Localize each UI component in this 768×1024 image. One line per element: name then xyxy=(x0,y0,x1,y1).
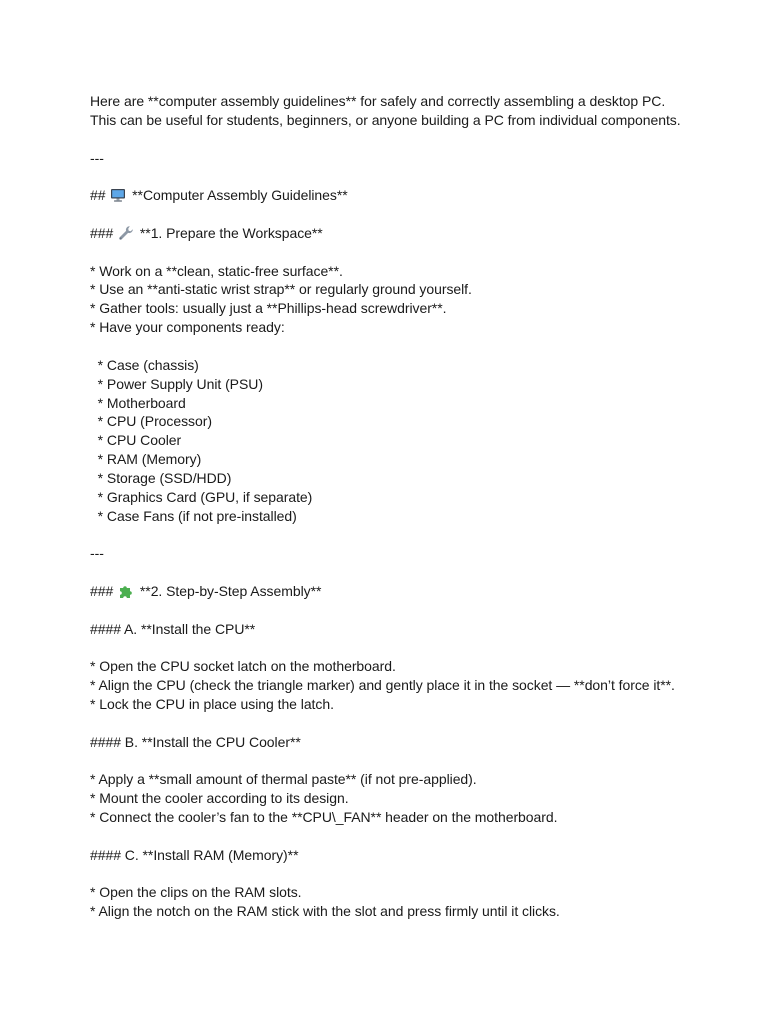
list-item: * Mount the cooler according to its design. xyxy=(90,790,349,807)
list-item: * Align the CPU (check the triangle marker) and gently place it in the socket — **don’t force it**. xyxy=(90,677,675,694)
list-item: * Apply a **small amount of thermal paste** (if not pre-applied). xyxy=(90,771,477,788)
blank-line xyxy=(90,563,750,582)
blank-line xyxy=(90,601,750,620)
puzzle-piece-icon xyxy=(118,583,134,599)
blank-line xyxy=(90,827,750,846)
component-item: * Graphics Card (GPU, if separate) xyxy=(90,488,313,505)
blank-line xyxy=(90,243,750,262)
list-item: * Open the CPU socket latch on the motherboard. xyxy=(90,658,396,675)
component-item: * Storage (SSD/HDD) xyxy=(90,469,232,486)
blank-line xyxy=(90,205,750,224)
list-item: * Use an **anti-static wrist strap** or regularly ground yourself. xyxy=(90,281,472,298)
blank-line xyxy=(90,337,750,356)
blank-line xyxy=(90,638,750,657)
list-item: * Gather tools: usually just a **Phillips-head screwdriver**. xyxy=(90,300,447,317)
desktop-computer-icon xyxy=(110,187,126,203)
heading-prefix: ### xyxy=(90,224,118,241)
blank-line xyxy=(90,130,750,149)
component-item: * Case Fans (if not pre-installed) xyxy=(90,507,297,524)
component-item: * Case (chassis) xyxy=(90,356,199,373)
separator: --- xyxy=(90,545,104,562)
subsection-c-heading: #### C. **Install RAM (Memory)** xyxy=(90,846,299,863)
wrench-icon xyxy=(118,225,134,241)
blank-line xyxy=(90,865,750,884)
component-item: * CPU Cooler xyxy=(90,432,182,449)
section1-heading xyxy=(90,224,750,243)
list-item: * Align the notch on the RAM stick with the slot and press firmly until it clicks. xyxy=(90,903,560,920)
component-item: * RAM (Memory) xyxy=(90,451,202,468)
list-item: * Lock the CPU in place using the latch. xyxy=(90,696,334,712)
component-item: * Motherboard xyxy=(90,394,186,411)
intro-line-1: Here are **computer assembly guidelines** for safely and correctly assembling a desktop PC. xyxy=(90,93,666,109)
section2-heading-text: **2. Step-by-Step Assembly** xyxy=(136,582,322,599)
subsection-a-heading: #### A. **Install the CPU** xyxy=(90,620,256,637)
separator: --- xyxy=(90,149,104,166)
main-heading xyxy=(90,186,750,205)
section1-heading-text: **1. Prepare the Workspace** xyxy=(136,224,323,241)
intro-line-2: This can be useful for students, beginners, or anyone building a PC from individual components. xyxy=(90,111,681,128)
blank-line xyxy=(90,752,750,771)
list-item: * Open the clips on the RAM slots. xyxy=(90,884,302,901)
blank-line xyxy=(90,525,750,544)
blank-line xyxy=(90,714,750,733)
main-heading-text: **Computer Assembly Guidelines** xyxy=(128,187,348,204)
component-item: * CPU (Processor) xyxy=(90,413,212,430)
heading-prefix: ### xyxy=(90,582,118,599)
blank-line xyxy=(90,167,750,186)
document-page xyxy=(90,92,750,921)
list-item: * Work on a **clean, static-free surface**. xyxy=(90,262,343,279)
list-item: * Have your components ready: xyxy=(90,319,285,336)
subsection-b-heading: #### B. **Install the CPU Cooler** xyxy=(90,733,301,750)
list-item: * Connect the cooler’s fan to the **CPU\_FAN** header on the motherboard. xyxy=(90,809,558,826)
component-item: * Power Supply Unit (PSU) xyxy=(90,375,263,392)
heading-prefix: ## xyxy=(90,187,110,204)
section2-heading xyxy=(90,582,750,601)
